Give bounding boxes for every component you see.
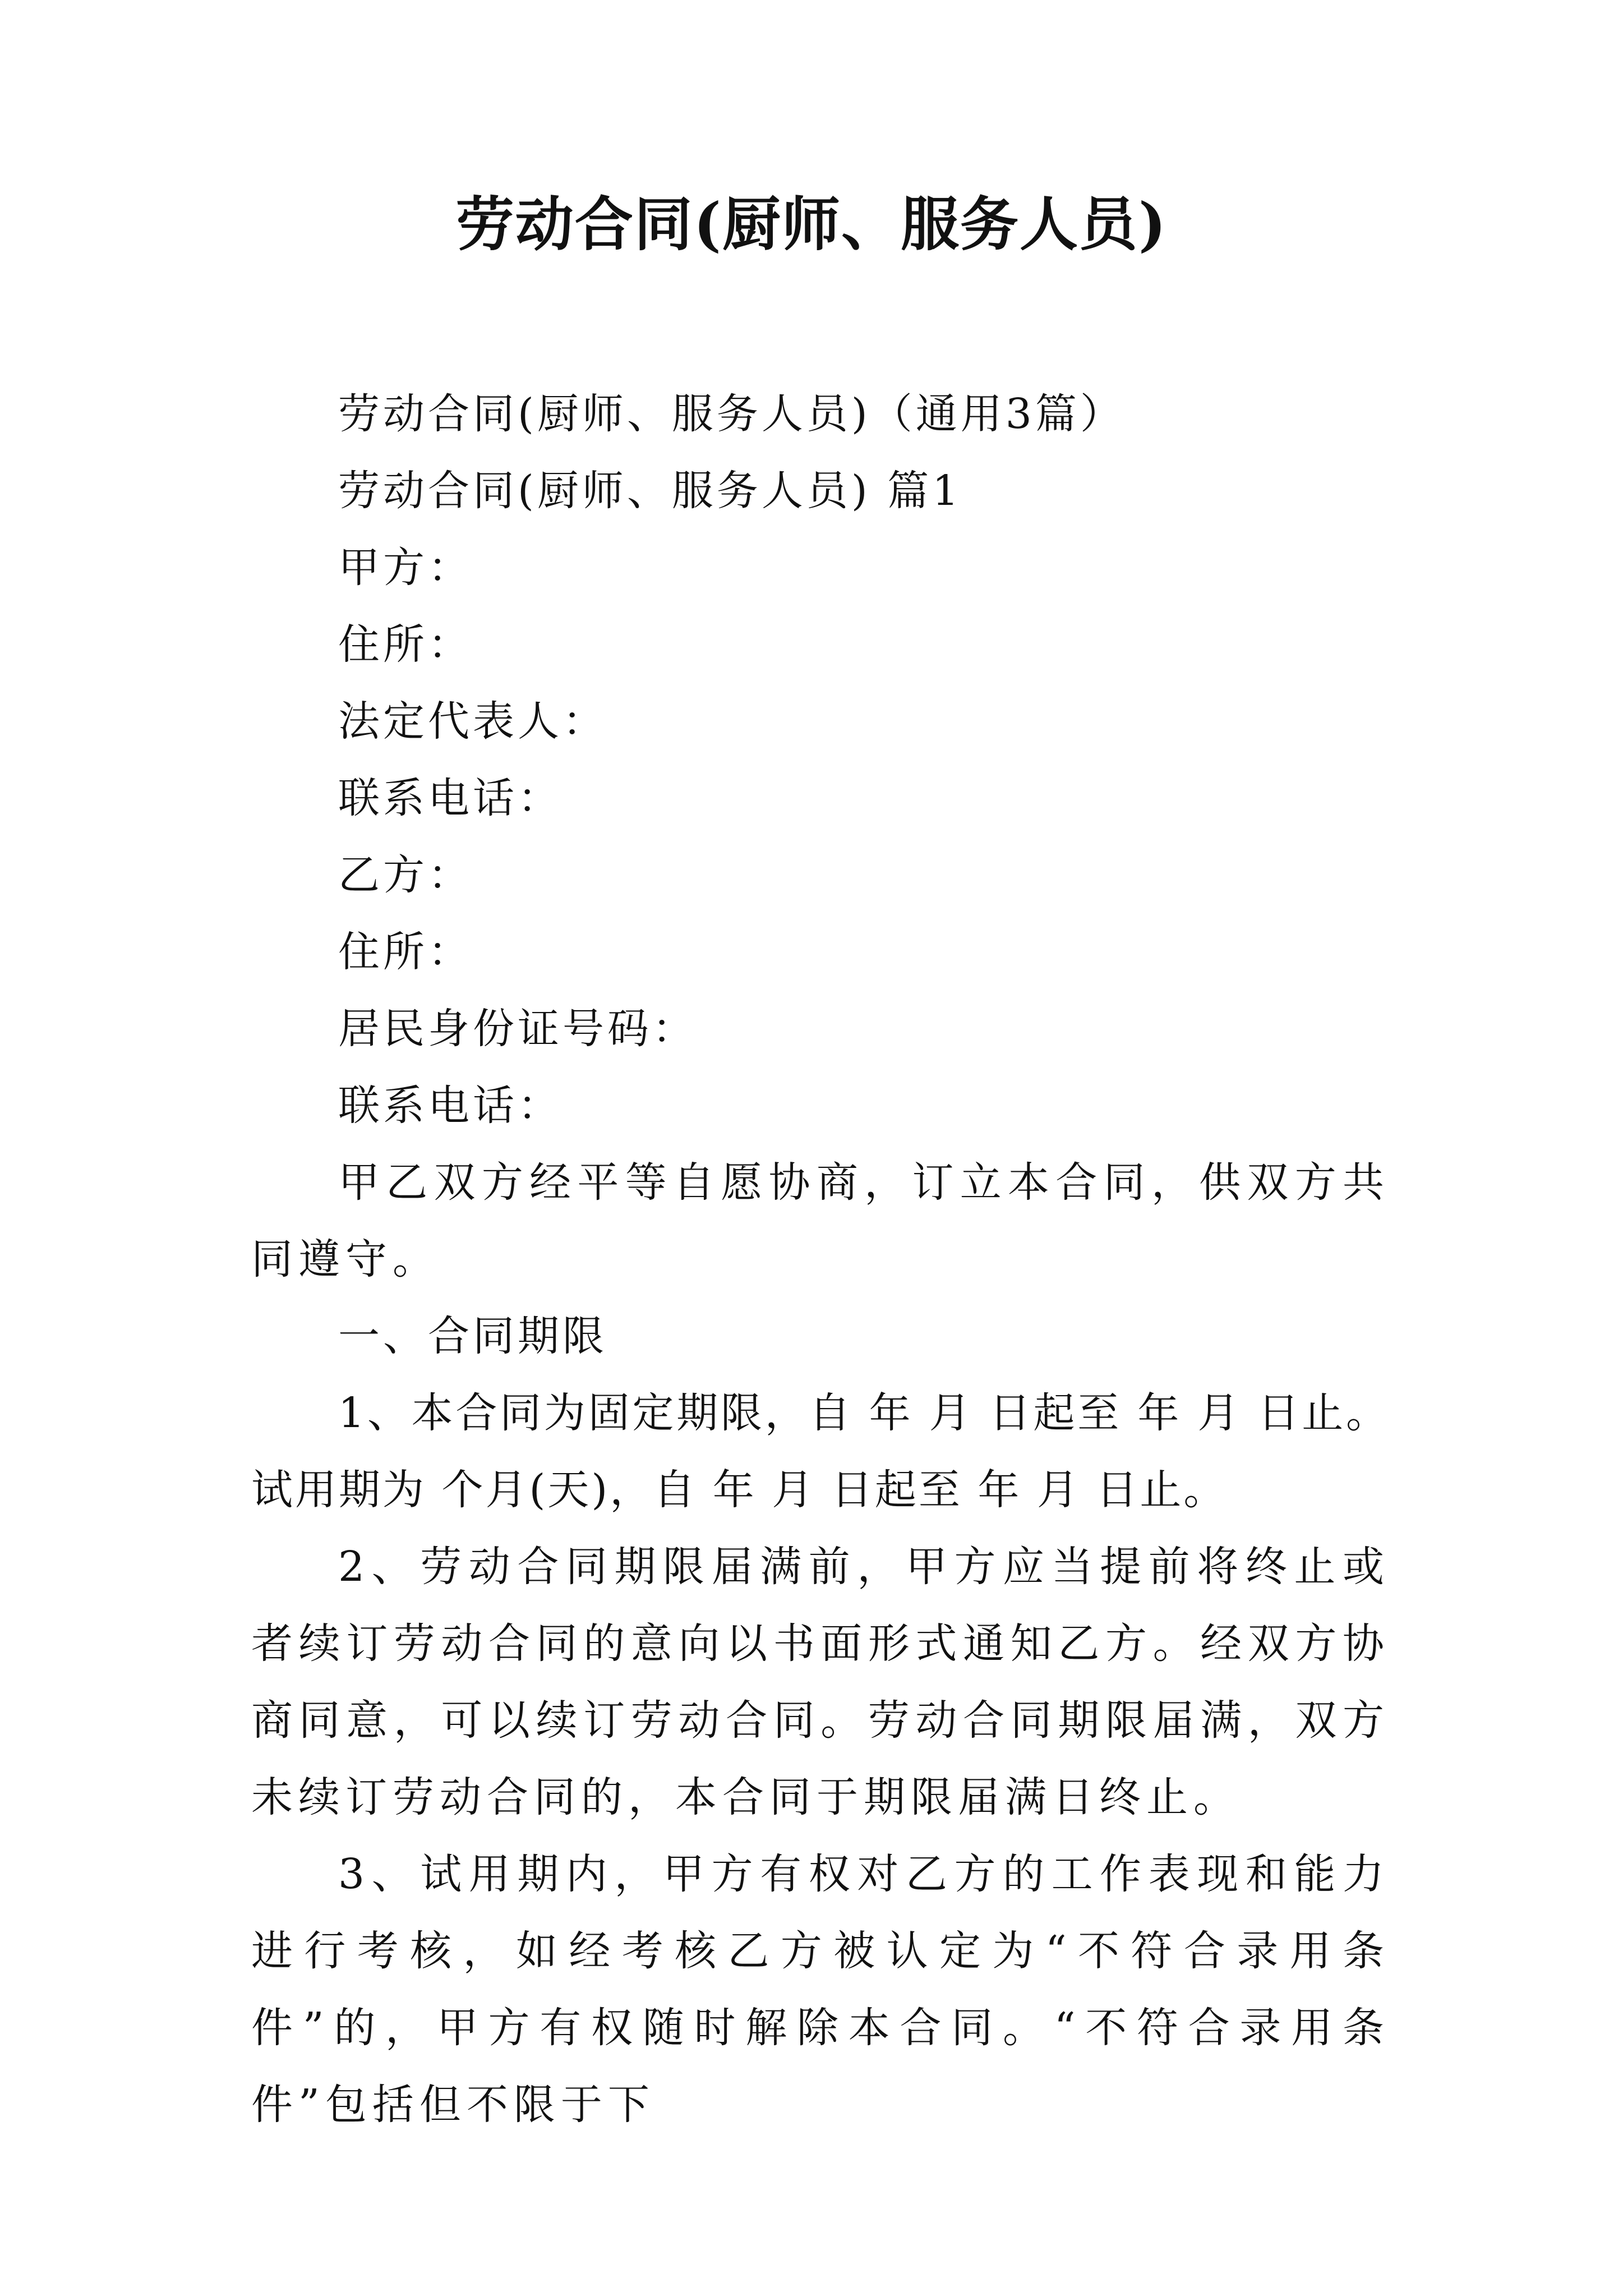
document-body <box>251 376 1390 2143</box>
paragraph-id-number: 居民身份证号码： <box>338 1005 697 1053</box>
paragraph-subtitle: 劳动合同(厨师、服务人员)（通用3篇） <box>338 390 1125 438</box>
paragraph-party-a-address: 住所： <box>338 620 473 669</box>
paragraph-term-3: 3、试用期内，甲方有权对乙方的工作表现和能力进行考核，如经考核乙方被认定为“不符合录用条件”的，甲方有权随时解除本合同。“不符合录用条件”包括但不限于下 <box>251 1850 1390 2129</box>
document-title: 劳动合同(厨师、服务人员) <box>455 190 1168 259</box>
paragraph-party-b-address: 住所： <box>338 928 473 976</box>
paragraph-party-a: 甲方： <box>338 544 473 592</box>
paragraph-party-b: 乙方： <box>338 851 473 899</box>
paragraph-agreement: 甲乙双方经平等自愿协商，订立本合同，供双方共同遵守。 <box>251 1158 1390 1283</box>
paragraph-section-heading: 劳动合同(厨师、服务人员) 篇1 <box>338 467 962 515</box>
paragraph-party-b-phone: 联系电话： <box>338 1082 562 1130</box>
paragraph-legal-representative: 法定代表人： <box>338 697 607 746</box>
paragraph-party-a-phone: 联系电话： <box>338 774 562 822</box>
paragraph-term-heading: 一、合同期限 <box>338 1312 607 1360</box>
paragraph-term-2: 2、劳动合同期限届满前，甲方应当提前将终止或者续订劳动合同的意向以书面形式通知乙方。经双方协商同意，可以续订劳动合同。劳动合同期限届满，双方未续订劳动合同的，本合同于期限届满日终止。 <box>251 1543 1390 1821</box>
paragraph-term-1: 1、本合同为固定期限，自 年 月 日起至 年 月 日止。试用期为 个月(天)，自 年 月 日起至 年 月 日止。 <box>251 1389 1390 1514</box>
